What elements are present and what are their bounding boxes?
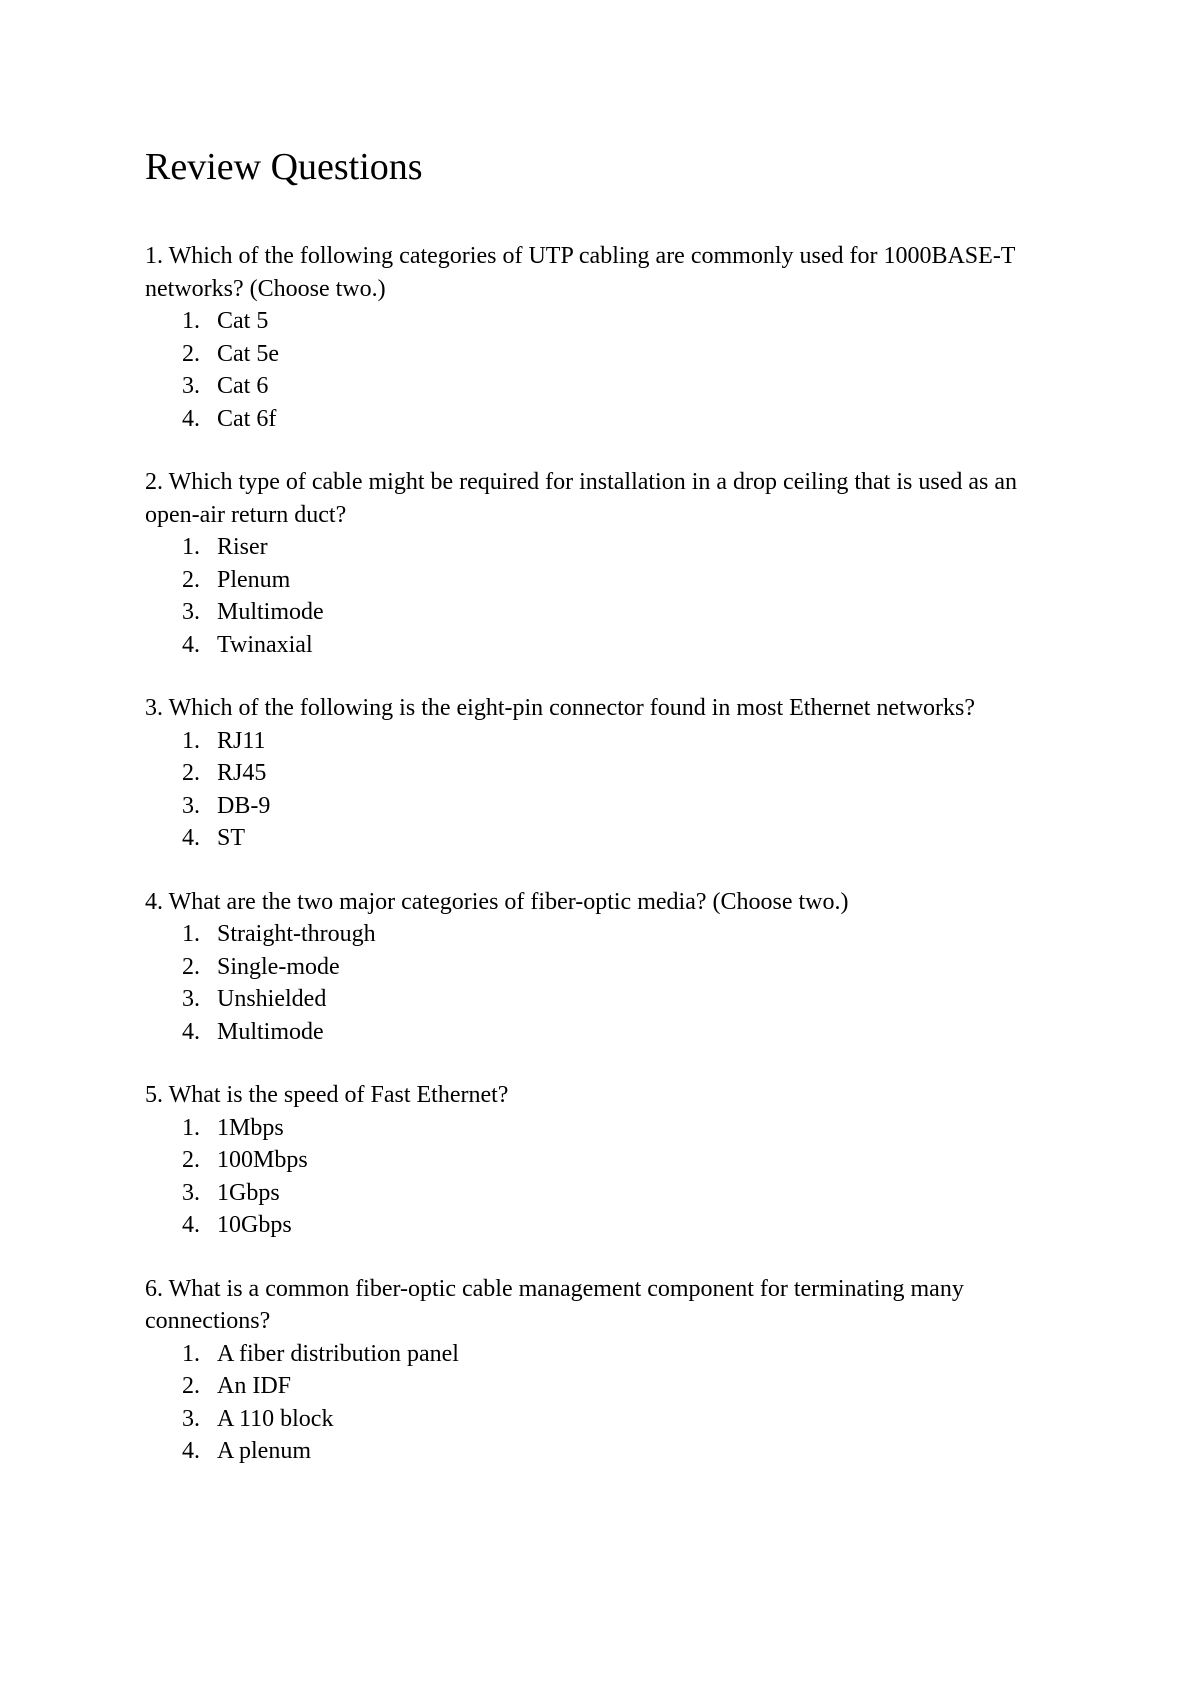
answer-option [182,725,1075,758]
answer-option [182,822,1075,855]
answer-option [182,1112,1075,1145]
answer-option [182,1144,1075,1177]
option-number: 4. [182,1212,200,1238]
answer-option [182,403,1075,436]
option-label: Cat 5 [217,308,269,334]
option-number: 3. [182,792,200,819]
option-label: Unshielded [217,986,327,1012]
answer-option [182,629,1075,662]
option-label: Riser [217,534,268,560]
answer-option [182,305,1075,338]
option-label: RJ45 [217,760,267,786]
option-label: DB-9 [217,792,271,819]
option-label: RJ11 [217,727,266,754]
answer-option [182,1177,1075,1210]
option-number: 4. [182,405,200,432]
answer-options [145,918,1075,1048]
answer-options [145,725,1075,855]
answer-option [182,790,1075,823]
option-label: A plenum [217,1438,311,1464]
option-label: A 110 block [217,1405,334,1432]
option-number: 4. [182,825,200,851]
option-label: Multimode [217,1018,324,1045]
answer-option [182,918,1075,951]
question-5 [145,1079,1075,1242]
answer-option [182,951,1075,984]
option-label: Single-mode [217,953,340,980]
answer-options [145,305,1075,435]
option-label: ST [217,825,246,851]
answer-option [182,338,1075,371]
question-text: 1. Which of the following categories of UTP cabling are commonly used for 1000BASE-T networks? (Choose two.) [145,243,1016,302]
option-label: 1Mbps [217,1114,284,1141]
question-3 [145,692,1075,855]
question-4 [145,886,1075,1049]
option-number: 3. [182,986,200,1012]
option-number: 1. [182,1340,200,1367]
answer-option [182,1016,1075,1049]
option-label: Cat 6f [217,405,277,432]
question-text: 3. Which of the following is the eight-pin connector found in most Ethernet networks? [145,695,976,721]
answer-option [182,757,1075,790]
option-number: 2. [182,566,200,593]
option-number: 3. [182,1405,200,1432]
option-number: 2. [182,953,200,980]
answer-option [182,370,1075,403]
option-label: Multimode [217,599,324,625]
option-number: 4. [182,1438,200,1464]
answer-option [182,564,1075,597]
option-number: 1. [182,308,200,334]
answer-options [145,1338,1075,1468]
question-list [145,240,1075,1499]
option-number: 4. [182,1018,200,1045]
option-label: Twinaxial [217,631,313,658]
option-number: 3. [182,1179,200,1206]
option-number: 1. [182,1114,200,1141]
question-2 [145,466,1075,661]
option-number: 2. [182,1373,200,1399]
option-label: Straight-through [217,921,376,947]
option-number: 1. [182,921,200,947]
answer-option [182,983,1075,1016]
answer-option [182,1435,1075,1468]
option-label: A fiber distribution panel [217,1340,459,1367]
page-title: Review Questions [145,146,423,188]
answer-options [145,531,1075,661]
answer-option [182,531,1075,564]
option-number: 2. [182,1147,200,1173]
question-1 [145,240,1075,435]
option-label: Plenum [217,566,291,593]
question-text: 2. Which type of cable might be required for installation in a drop ceiling that is used as an open-air return duct? [145,469,1017,528]
answer-option [182,1338,1075,1371]
option-number: 4. [182,631,200,658]
option-number: 1. [182,534,200,560]
answer-option [182,1209,1075,1242]
question-text: 6. What is a common fiber-optic cable management component for terminating many connections? [145,1275,964,1334]
option-number: 3. [182,599,200,625]
answer-option [182,1370,1075,1403]
option-label: An IDF [217,1373,292,1399]
option-number: 3. [182,373,200,399]
option-number: 1. [182,727,200,754]
option-number: 2. [182,760,200,786]
option-label: Cat 6 [217,373,269,399]
question-6 [145,1273,1075,1468]
question-text: 5. What is the speed of Fast Ethernet? [145,1082,509,1108]
answer-option [182,1403,1075,1436]
answer-options [145,1112,1075,1242]
option-number: 2. [182,340,200,367]
option-label: 1Gbps [217,1179,280,1206]
option-label: 100Mbps [217,1147,308,1173]
answer-option [182,596,1075,629]
option-label: 10Gbps [217,1212,292,1238]
question-text: 4. What are the two major categories of fiber-optic media? (Choose two.) [145,888,849,915]
option-label: Cat 5e [217,340,279,367]
